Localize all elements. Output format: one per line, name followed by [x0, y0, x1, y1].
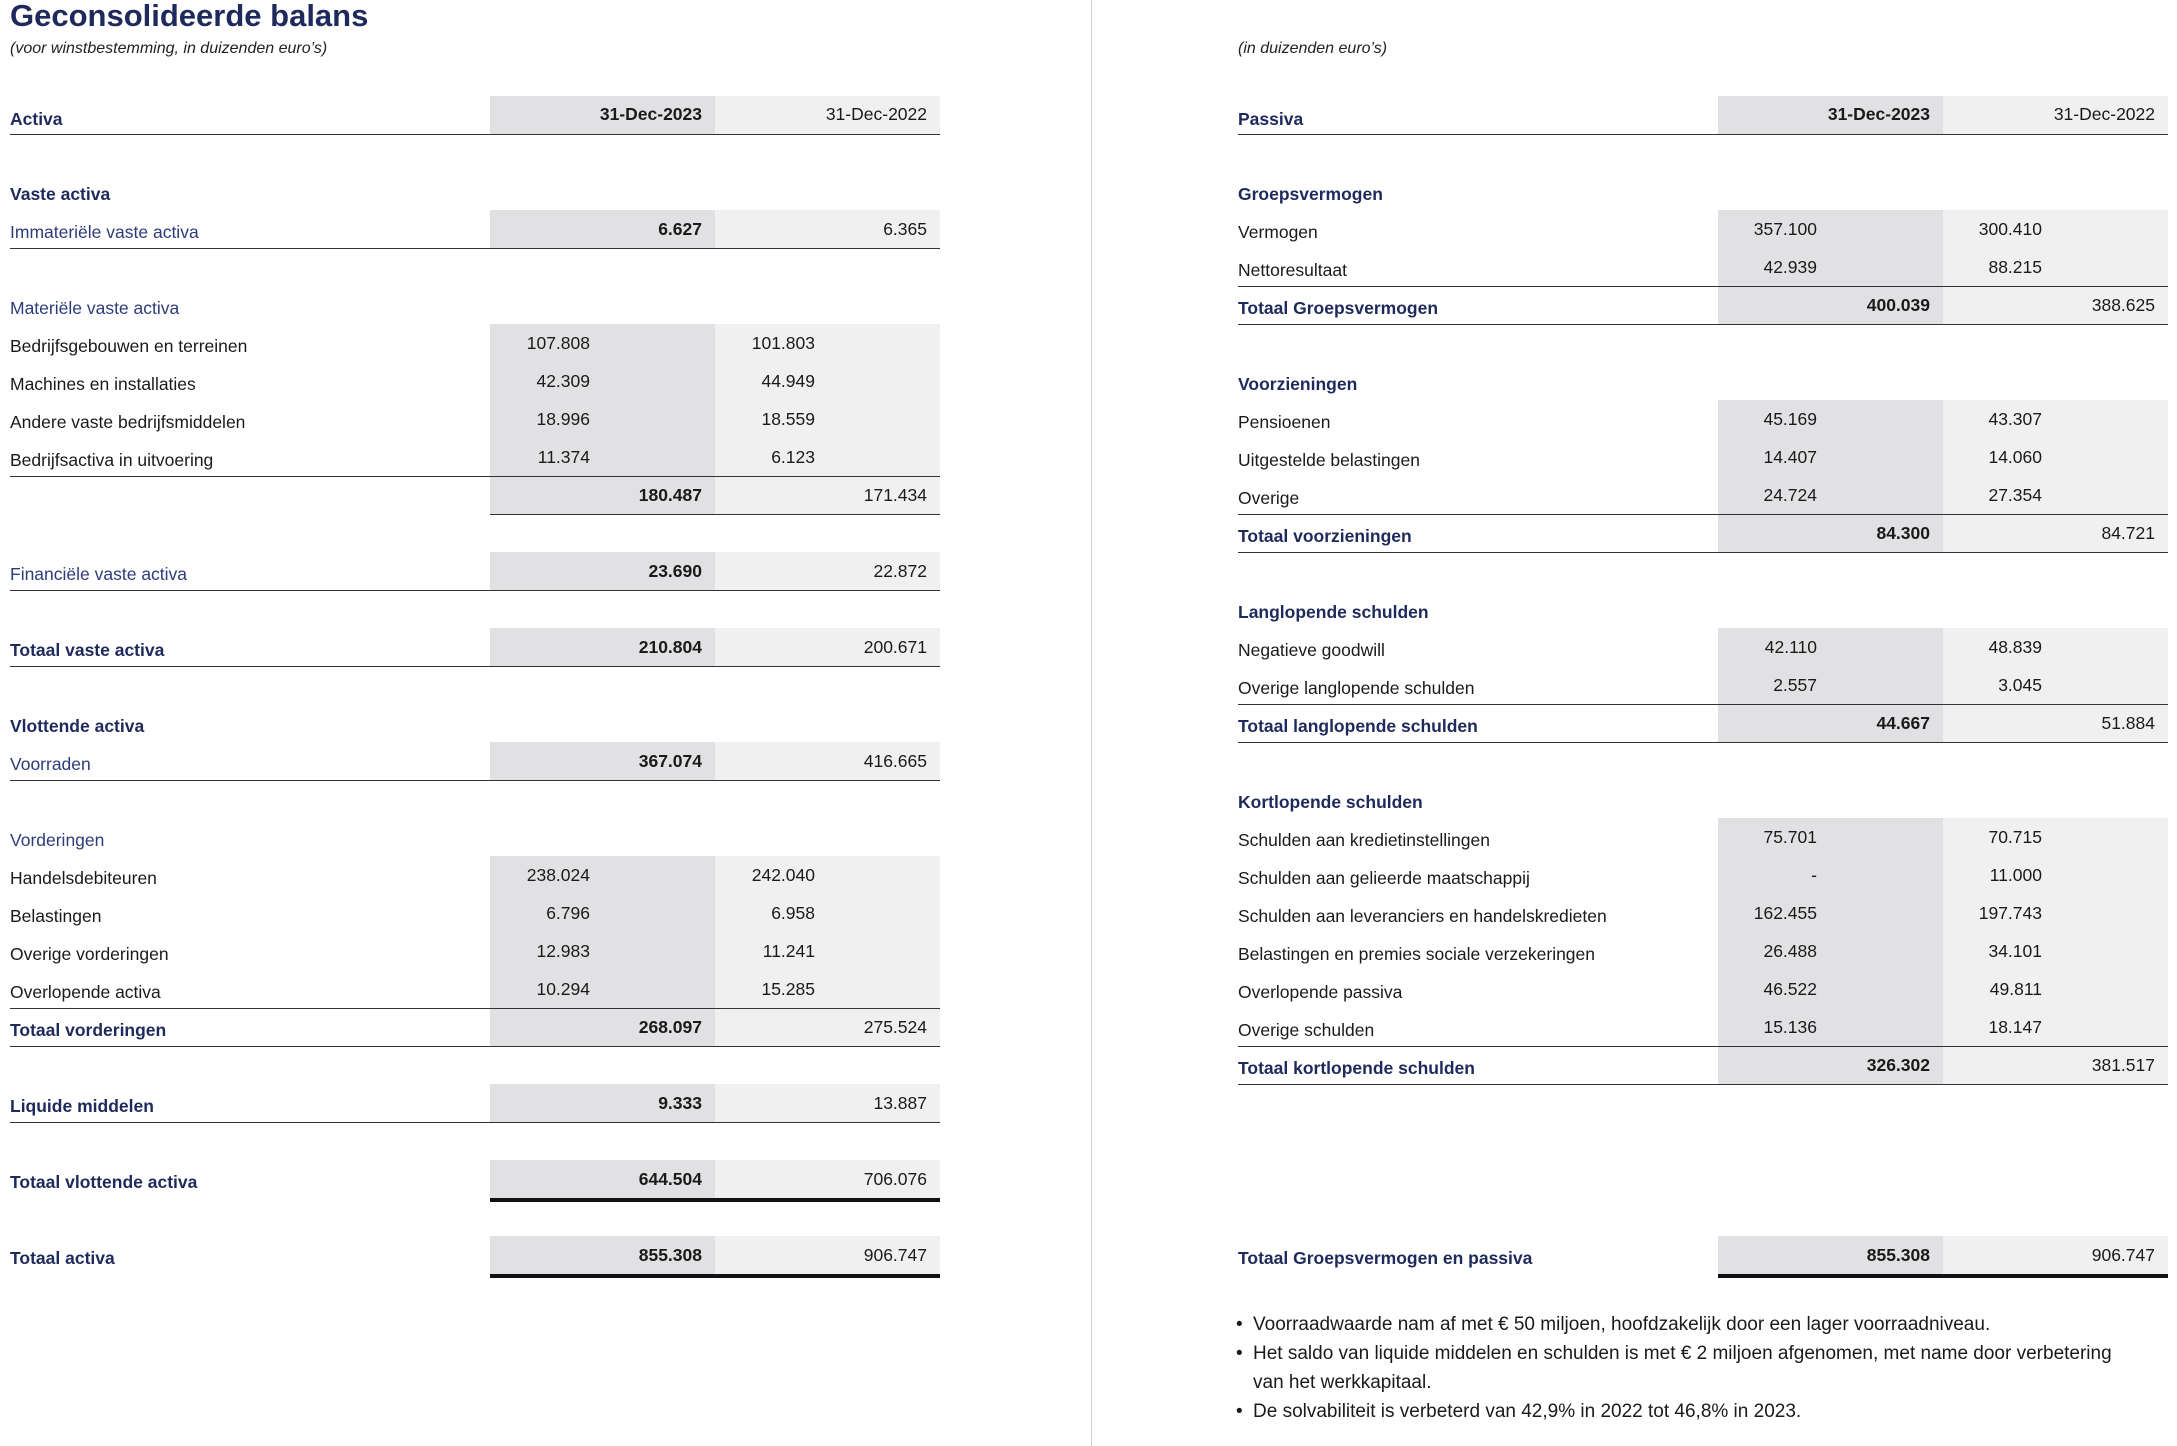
row-label: Financiële vaste activa	[10, 564, 188, 584]
subtotal-top-rule	[1238, 286, 2168, 287]
row-label: Materiële vaste activa	[10, 298, 180, 318]
total-rule	[10, 248, 940, 249]
value-2022: 48.839	[1988, 637, 2042, 657]
header-2022: 31-Dec-2022	[825, 104, 927, 124]
value-2023: 2.557	[1773, 675, 1817, 695]
value-2023: 6.796	[546, 903, 590, 923]
row-label: Andere vaste bedrijfsmiddelen	[10, 412, 246, 432]
row-label: Totaal Groepsvermogen	[1238, 298, 1439, 318]
header-2023: 31-Dec-2023	[1827, 104, 1930, 124]
header-2022: 31-Dec-2022	[2053, 104, 2155, 124]
row-label: Schulden aan kredietinstellingen	[1238, 830, 1490, 850]
total-rule	[1238, 552, 2168, 553]
row-label: Schulden aan leveranciers en handelskredieten	[1238, 906, 1607, 926]
value-2022: 101.803	[751, 333, 815, 353]
value-2023: 855.308	[638, 1245, 702, 1265]
value-2022: 906.747	[863, 1245, 927, 1265]
value-2023: 326.302	[1866, 1055, 1930, 1075]
row-label: Bedrijfsgebouwen en terreinen	[10, 336, 248, 356]
row-label: Vermogen	[1238, 222, 1318, 242]
value-2023: 6.627	[658, 219, 702, 239]
total-rule	[10, 666, 940, 667]
subtotal-top-rule	[10, 476, 940, 477]
value-2023: 15.136	[1763, 1017, 1817, 1037]
value-2023: 367.074	[638, 751, 702, 771]
row-label: Totaal activa	[10, 1248, 115, 1268]
total-rule	[10, 1046, 940, 1047]
value-2022: 84.721	[2101, 523, 2155, 543]
value-2022: 6.958	[771, 903, 815, 923]
value-2023: 26.488	[1763, 941, 1817, 961]
row-label: Schulden aan gelieerde maatschappij	[1238, 868, 1530, 888]
left-subtitle: (voor winstbestemming, in duizenden euro’s)	[10, 40, 328, 57]
value-2023: 42.309	[536, 371, 590, 391]
value-2022: 49.811	[1989, 979, 2042, 999]
value-2022: 6.123	[771, 447, 815, 467]
value-2023: 14.407	[1763, 447, 1817, 467]
value-2022: 34.101	[1988, 941, 2042, 961]
value-2023: 210.804	[638, 637, 702, 657]
value-2023: 24.724	[1763, 485, 1817, 505]
notes-list	[1236, 1310, 2136, 1426]
total-rule	[1238, 324, 2168, 325]
value-2022: 388.625	[2091, 295, 2155, 315]
row-label: Groepsvermogen	[1238, 184, 1383, 204]
header-2023: 31-Dec-2023	[599, 104, 702, 124]
row-label: Totaal vorderingen	[10, 1020, 167, 1040]
subtotal-top-rule	[1238, 704, 2168, 705]
row-label: Vorderingen	[10, 830, 105, 850]
subtotal-top-rule	[1238, 514, 2168, 515]
value-2022: 18.559	[761, 409, 815, 429]
row-label: Totaal Groepsvermogen en passiva	[1238, 1248, 1533, 1268]
value-2023: 42.110	[1764, 637, 1817, 657]
row-label: Totaal vaste activa	[10, 640, 165, 660]
row-label: Voorzieningen	[1238, 374, 1358, 394]
value-2023: 45.169	[1763, 409, 1817, 429]
value-2022: 88.215	[1988, 257, 2042, 277]
row-label: Bedrijfsactiva in uitvoering	[10, 450, 214, 470]
value-2022: 51.884	[2101, 713, 2155, 733]
row-label: Nettoresultaat	[1238, 260, 1347, 280]
value-2022: 300.410	[1978, 219, 2042, 239]
header-rule	[10, 134, 940, 135]
value-2023: 644.504	[638, 1169, 702, 1189]
value-2023: 855.308	[1866, 1245, 1930, 1265]
value-2023: 107.808	[526, 333, 590, 353]
row-label: Overige	[1238, 488, 1300, 508]
header-rule	[1238, 134, 2168, 135]
value-2022: 200.671	[863, 637, 927, 657]
row-label: Overige schulden	[1238, 1020, 1375, 1040]
row-label: Vaste activa	[10, 184, 111, 204]
value-2022: 171.434	[863, 485, 927, 505]
value-2022: 906.747	[2091, 1245, 2155, 1265]
value-2023: 12.983	[536, 941, 590, 961]
value-2022: 22.872	[873, 561, 927, 581]
value-2022: 242.040	[751, 865, 815, 885]
total-rule	[1718, 1274, 2168, 1278]
value-2023: 75.701	[1763, 827, 1817, 847]
subtotal-top-rule	[1238, 1046, 2168, 1047]
total-rule	[490, 1198, 940, 1202]
value-2022: 14.060	[1988, 447, 2042, 467]
row-label: Immateriële vaste activa	[10, 222, 199, 242]
row-label: Totaal langlopende schulden	[1238, 716, 1478, 736]
row-label: Handelsdebiteuren	[10, 868, 157, 888]
row-label: Negatieve goodwill	[1238, 640, 1385, 660]
row-label: Overlopende passiva	[1238, 982, 1403, 1002]
value-2022: 416.665	[863, 751, 927, 771]
value-2023: -	[1811, 865, 1817, 885]
value-2022: 275.524	[863, 1017, 927, 1037]
value-2022: 44.949	[761, 371, 815, 391]
value-2022: 6.365	[883, 219, 927, 239]
total-rule	[10, 1122, 940, 1123]
value-2022: 70.715	[1988, 827, 2042, 847]
row-label: Totaal vlottende activa	[10, 1172, 198, 1192]
total-rule	[490, 1274, 940, 1278]
row-label: Totaal voorzieningen	[1238, 526, 1412, 546]
total-rule	[1238, 742, 2168, 743]
total-rule	[1238, 1084, 2168, 1085]
row-label: Overige langlopende schulden	[1238, 678, 1475, 698]
value-2022: 43.307	[1988, 409, 2042, 429]
page-title: Geconsolideerde balans	[10, 0, 369, 33]
row-label: Kortlopende schulden	[1238, 792, 1423, 812]
value-2023: 11.374	[537, 447, 590, 467]
total-rule	[10, 780, 940, 781]
value-2023: 238.024	[526, 865, 590, 885]
value-2023: 9.333	[658, 1093, 702, 1113]
value-2023: 180.487	[638, 485, 702, 505]
value-2022: 706.076	[863, 1169, 927, 1189]
detail-group-2023-bg	[1718, 818, 1943, 1046]
value-2022: 15.285	[761, 979, 815, 999]
right-subtitle: (in duizenden euro’s)	[1238, 40, 1388, 57]
row-label: Voorraden	[10, 754, 91, 774]
value-2023: 23.690	[648, 561, 702, 581]
value-2023: 44.667	[1876, 713, 1930, 733]
value-2023: 18.996	[536, 409, 590, 429]
row-label: Belastingen en premies sociale verzekeringen	[1238, 944, 1596, 964]
row-label: Pensioenen	[1238, 412, 1331, 432]
value-2022: 18.147	[1988, 1017, 2042, 1037]
value-2022: 381.517	[2091, 1055, 2155, 1075]
header-label: Passiva	[1238, 109, 1304, 129]
note-item: • Het saldo van liquide middelen en schulden is met € 2 miljoen afgenomen, met name door verbetering van het werkkapitaal.	[1236, 1339, 2136, 1397]
row-label: Overlopende activa	[10, 982, 161, 1002]
row-label: Liquide middelen	[10, 1096, 154, 1116]
row-label: Uitgestelde belastingen	[1238, 450, 1420, 470]
row-label: Langlopende schulden	[1238, 602, 1429, 622]
row-label: Vlottende activa	[10, 716, 145, 736]
row-label: Belastingen	[10, 906, 102, 926]
value-2022: 3.045	[1998, 675, 2042, 695]
note-item: • Voorraadwaarde nam af met € 50 miljoen, hoofdzakelijk door een lager voorraadniveau.	[1236, 1310, 2136, 1339]
row-label: Overige vorderingen	[10, 944, 169, 964]
value-2022: 197.743	[1978, 903, 2042, 923]
value-2023: 10.294	[536, 979, 590, 999]
value-2022: 11.000	[1989, 865, 2042, 885]
value-2023: 162.455	[1753, 903, 1817, 923]
value-2022: 11.241	[762, 941, 815, 961]
page-divider	[1091, 0, 1092, 1446]
detail-group-2022-bg	[1943, 818, 2168, 1046]
note-item: • De solvabiliteit is verbeterd van 42,9% in 2022 tot 46,8% in 2023.	[1236, 1397, 2136, 1426]
total-rule	[10, 590, 940, 591]
total-rule	[490, 514, 940, 515]
value-2023: 84.300	[1876, 523, 1930, 543]
value-2022: 27.354	[1988, 485, 2042, 505]
subtotal-top-rule	[10, 1008, 940, 1009]
value-2022: 13.887	[873, 1093, 927, 1113]
value-2023: 46.522	[1763, 979, 1817, 999]
value-2023: 357.100	[1753, 219, 1817, 239]
row-label: Totaal kortlopende schulden	[1238, 1058, 1475, 1078]
header-label: Activa	[10, 109, 63, 129]
value-2023: 268.097	[638, 1017, 702, 1037]
row-label: Machines en installaties	[10, 374, 196, 394]
value-2023: 400.039	[1866, 295, 1930, 315]
value-2023: 42.939	[1763, 257, 1817, 277]
